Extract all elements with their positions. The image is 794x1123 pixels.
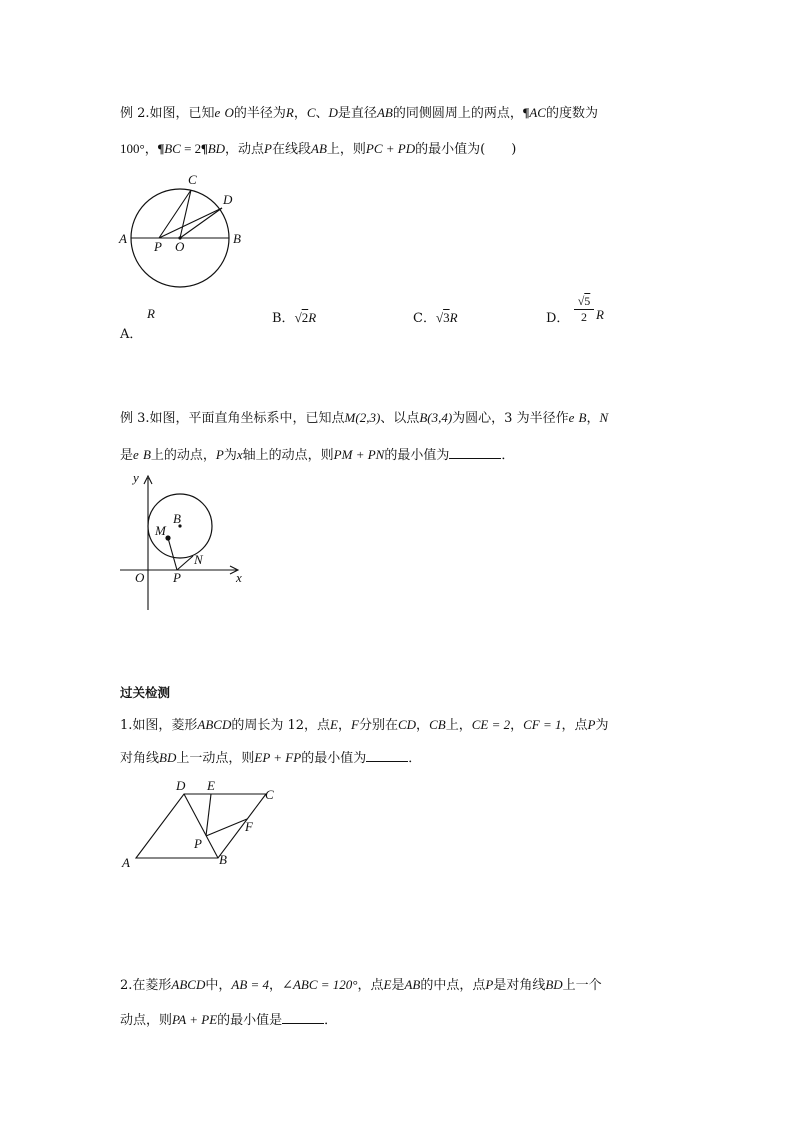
text: 上， bbox=[445, 718, 472, 733]
label-c: C bbox=[265, 787, 274, 802]
point-n: N bbox=[599, 410, 609, 425]
option-d-prefix: D． bbox=[546, 311, 570, 326]
point-p: P bbox=[587, 717, 596, 732]
text: ． bbox=[501, 448, 515, 463]
option-d[interactable] bbox=[546, 307, 569, 326]
ce-length: CE = 2 bbox=[471, 717, 511, 732]
q2-line-1 bbox=[120, 976, 602, 995]
text: 的半径为 bbox=[233, 106, 286, 121]
text: 上一动点，则 bbox=[176, 751, 255, 766]
q2-line-2 bbox=[120, 1011, 337, 1030]
option-c[interactable] bbox=[413, 307, 458, 326]
arc-bd: BD bbox=[207, 141, 226, 156]
label-b: B bbox=[219, 852, 227, 867]
point-p: P bbox=[485, 977, 494, 992]
segment-ep bbox=[206, 794, 211, 836]
side-cb: CB bbox=[429, 717, 446, 732]
text: 为 bbox=[223, 448, 237, 463]
ex2-circle-figure bbox=[110, 168, 270, 288]
text: 上，则 bbox=[326, 142, 366, 157]
text: 、 bbox=[315, 106, 329, 121]
point-e: E bbox=[383, 977, 392, 992]
text: 动点，则 bbox=[120, 1013, 173, 1028]
answer-blank[interactable] bbox=[366, 749, 408, 762]
label-a: A bbox=[119, 231, 127, 246]
text: 的周长为 12，点 bbox=[231, 718, 331, 733]
ex2-line-1: 例 2.如图，已知e O的半径为R，C、D是直径AB的同侧圆周上的两点，¶AC的度数为 bbox=[120, 105, 598, 121]
text: 的同侧圆周上的两点， bbox=[392, 106, 523, 121]
answer-blank[interactable] bbox=[449, 446, 501, 459]
text: 轴上的动点，则 bbox=[242, 448, 334, 463]
label-y: y bbox=[133, 470, 139, 485]
circle-symbol: e bbox=[133, 447, 139, 462]
question-tail: 的最小值是 bbox=[217, 1013, 283, 1028]
label-a: A bbox=[122, 855, 130, 870]
label-d: D bbox=[223, 192, 233, 207]
angle-abc: ∠ABC = 120° bbox=[282, 977, 358, 992]
point-p: P bbox=[215, 447, 224, 462]
text: ． bbox=[408, 751, 422, 766]
label-d: D bbox=[176, 778, 186, 793]
circle-symbol: e bbox=[568, 410, 575, 425]
label-p: P bbox=[173, 570, 181, 585]
point-p: P bbox=[264, 141, 272, 156]
point-e: E bbox=[330, 717, 338, 732]
text: ， bbox=[416, 718, 430, 733]
option-d-r: R bbox=[596, 307, 604, 322]
option-d-numerator: 5 bbox=[584, 294, 591, 308]
ex3-line-1 bbox=[120, 409, 608, 428]
text: 是对角线 bbox=[493, 978, 546, 993]
point-b-coords: B(3,4) bbox=[419, 410, 453, 425]
text: 是直径 bbox=[337, 106, 377, 121]
text: 上一个 bbox=[562, 978, 602, 993]
text: 在线段 bbox=[272, 142, 312, 157]
option-d-fraction bbox=[574, 294, 594, 325]
label-p: P bbox=[154, 239, 162, 254]
segment-ab: AB bbox=[311, 141, 327, 156]
text: ， bbox=[586, 411, 600, 426]
text: 是 bbox=[391, 978, 405, 993]
cf-length: CF = 1 bbox=[523, 717, 562, 732]
point-d: D bbox=[328, 105, 338, 120]
text: ， bbox=[269, 978, 283, 993]
text: 对角线 bbox=[120, 751, 160, 766]
ex3-intro: 例 3.如图，平面直角坐标系中，已知点 bbox=[120, 411, 345, 426]
text: 为 bbox=[595, 718, 609, 733]
ab-length: AB = 4 bbox=[231, 977, 270, 992]
q1-line-1 bbox=[120, 716, 608, 735]
option-b[interactable] bbox=[272, 307, 316, 326]
expression: PC + PD bbox=[365, 141, 416, 156]
text: 的度数为 bbox=[545, 106, 598, 121]
option-b-r: R bbox=[308, 310, 317, 325]
label-e: E bbox=[207, 778, 215, 793]
side-ab: AB bbox=[404, 977, 421, 992]
expression: PA + PE bbox=[172, 1012, 218, 1027]
text: ． bbox=[324, 1013, 338, 1028]
text: ，点 bbox=[357, 978, 384, 993]
text: ， bbox=[338, 718, 352, 733]
ex2-line-2 bbox=[120, 140, 516, 159]
question-tail: 的最小值为( ) bbox=[415, 142, 517, 157]
question-tail: 的最小值为 bbox=[301, 751, 367, 766]
q1-intro: 1.如图，菱形 bbox=[120, 718, 198, 733]
diameter-ab: AB bbox=[376, 105, 393, 120]
text: 上的动点， bbox=[150, 448, 216, 463]
q1-line-2 bbox=[120, 749, 421, 768]
text: 为圆心，3 为半径作 bbox=[452, 411, 569, 426]
label-n: N bbox=[194, 552, 203, 567]
ex2-intro: 例 2.如图，已知 bbox=[120, 106, 215, 121]
rhombus-name: ABCD bbox=[171, 977, 206, 992]
arc-mark-icon: ¶ bbox=[201, 141, 208, 156]
option-b-radicand: 2 bbox=[301, 310, 309, 325]
point-c: C bbox=[306, 105, 316, 120]
section-title: 过关检测 bbox=[120, 685, 171, 700]
expression: PM + PN bbox=[333, 447, 385, 462]
sqrt-icon: √ bbox=[435, 310, 444, 325]
ex3-line-2 bbox=[120, 446, 514, 465]
circle-name: O bbox=[224, 105, 234, 120]
option-a-value: R bbox=[147, 306, 155, 321]
label-b: B bbox=[233, 231, 241, 246]
text: 的中点，点 bbox=[420, 978, 486, 993]
q2-intro: 2.在菱形 bbox=[120, 978, 172, 993]
circle-name: B bbox=[578, 410, 587, 425]
sqrt-icon: √ bbox=[577, 294, 585, 308]
option-c-radicand: 3 bbox=[443, 310, 450, 325]
option-a[interactable] bbox=[120, 323, 142, 342]
arc-bc: BC bbox=[164, 141, 181, 156]
x-axis-var: x bbox=[236, 447, 243, 462]
point-m-coords: M(2,3) bbox=[344, 410, 381, 425]
text: ， bbox=[144, 142, 158, 157]
segment-mp bbox=[168, 538, 177, 570]
arc-mark-icon: ¶ bbox=[157, 141, 165, 156]
label-c: C bbox=[188, 172, 197, 187]
equals-text: = 2 bbox=[180, 141, 202, 156]
label-p: P bbox=[194, 836, 202, 851]
diagonal-bd: BD bbox=[159, 750, 177, 765]
q1-rhombus-figure bbox=[118, 774, 288, 874]
arc-degree: 100° bbox=[120, 141, 145, 156]
text: 分别在 bbox=[358, 718, 398, 733]
ex3-coordinate-figure bbox=[118, 468, 258, 618]
text: ，动点 bbox=[225, 142, 265, 157]
text: 是 bbox=[120, 448, 134, 463]
label-o: O bbox=[175, 239, 185, 254]
rhombus-name: ABCD bbox=[197, 717, 232, 732]
label-b: B bbox=[173, 511, 181, 526]
option-a-prefix: A． bbox=[120, 327, 143, 342]
option-c-prefix: C． bbox=[413, 311, 436, 326]
text: 中， bbox=[205, 978, 232, 993]
side-cd: CD bbox=[397, 717, 417, 732]
label-x: x bbox=[236, 570, 242, 585]
option-c-r: R bbox=[449, 310, 458, 325]
question-tail: 的最小值为 bbox=[384, 448, 450, 463]
label-m: M bbox=[155, 523, 166, 538]
answer-blank[interactable] bbox=[282, 1011, 324, 1024]
circle-symbol: e bbox=[214, 105, 221, 120]
option-b-prefix: B． bbox=[272, 311, 295, 326]
text: 、以点 bbox=[380, 411, 420, 426]
label-o: O bbox=[135, 570, 145, 585]
arc-ac: AC bbox=[529, 105, 546, 120]
option-d-denominator: 2 bbox=[574, 309, 594, 325]
text: ， bbox=[510, 718, 524, 733]
point-f: F bbox=[351, 717, 359, 732]
circle-name: B bbox=[142, 447, 151, 462]
arc-mark-icon: ¶ bbox=[522, 105, 530, 120]
text: ，点 bbox=[561, 718, 588, 733]
sqrt-icon: √ bbox=[294, 310, 302, 325]
diagonal-bd: BD bbox=[545, 977, 563, 992]
expression: EP + FP bbox=[254, 750, 302, 765]
label-f: F bbox=[245, 819, 253, 834]
radius-var: R bbox=[285, 105, 294, 120]
